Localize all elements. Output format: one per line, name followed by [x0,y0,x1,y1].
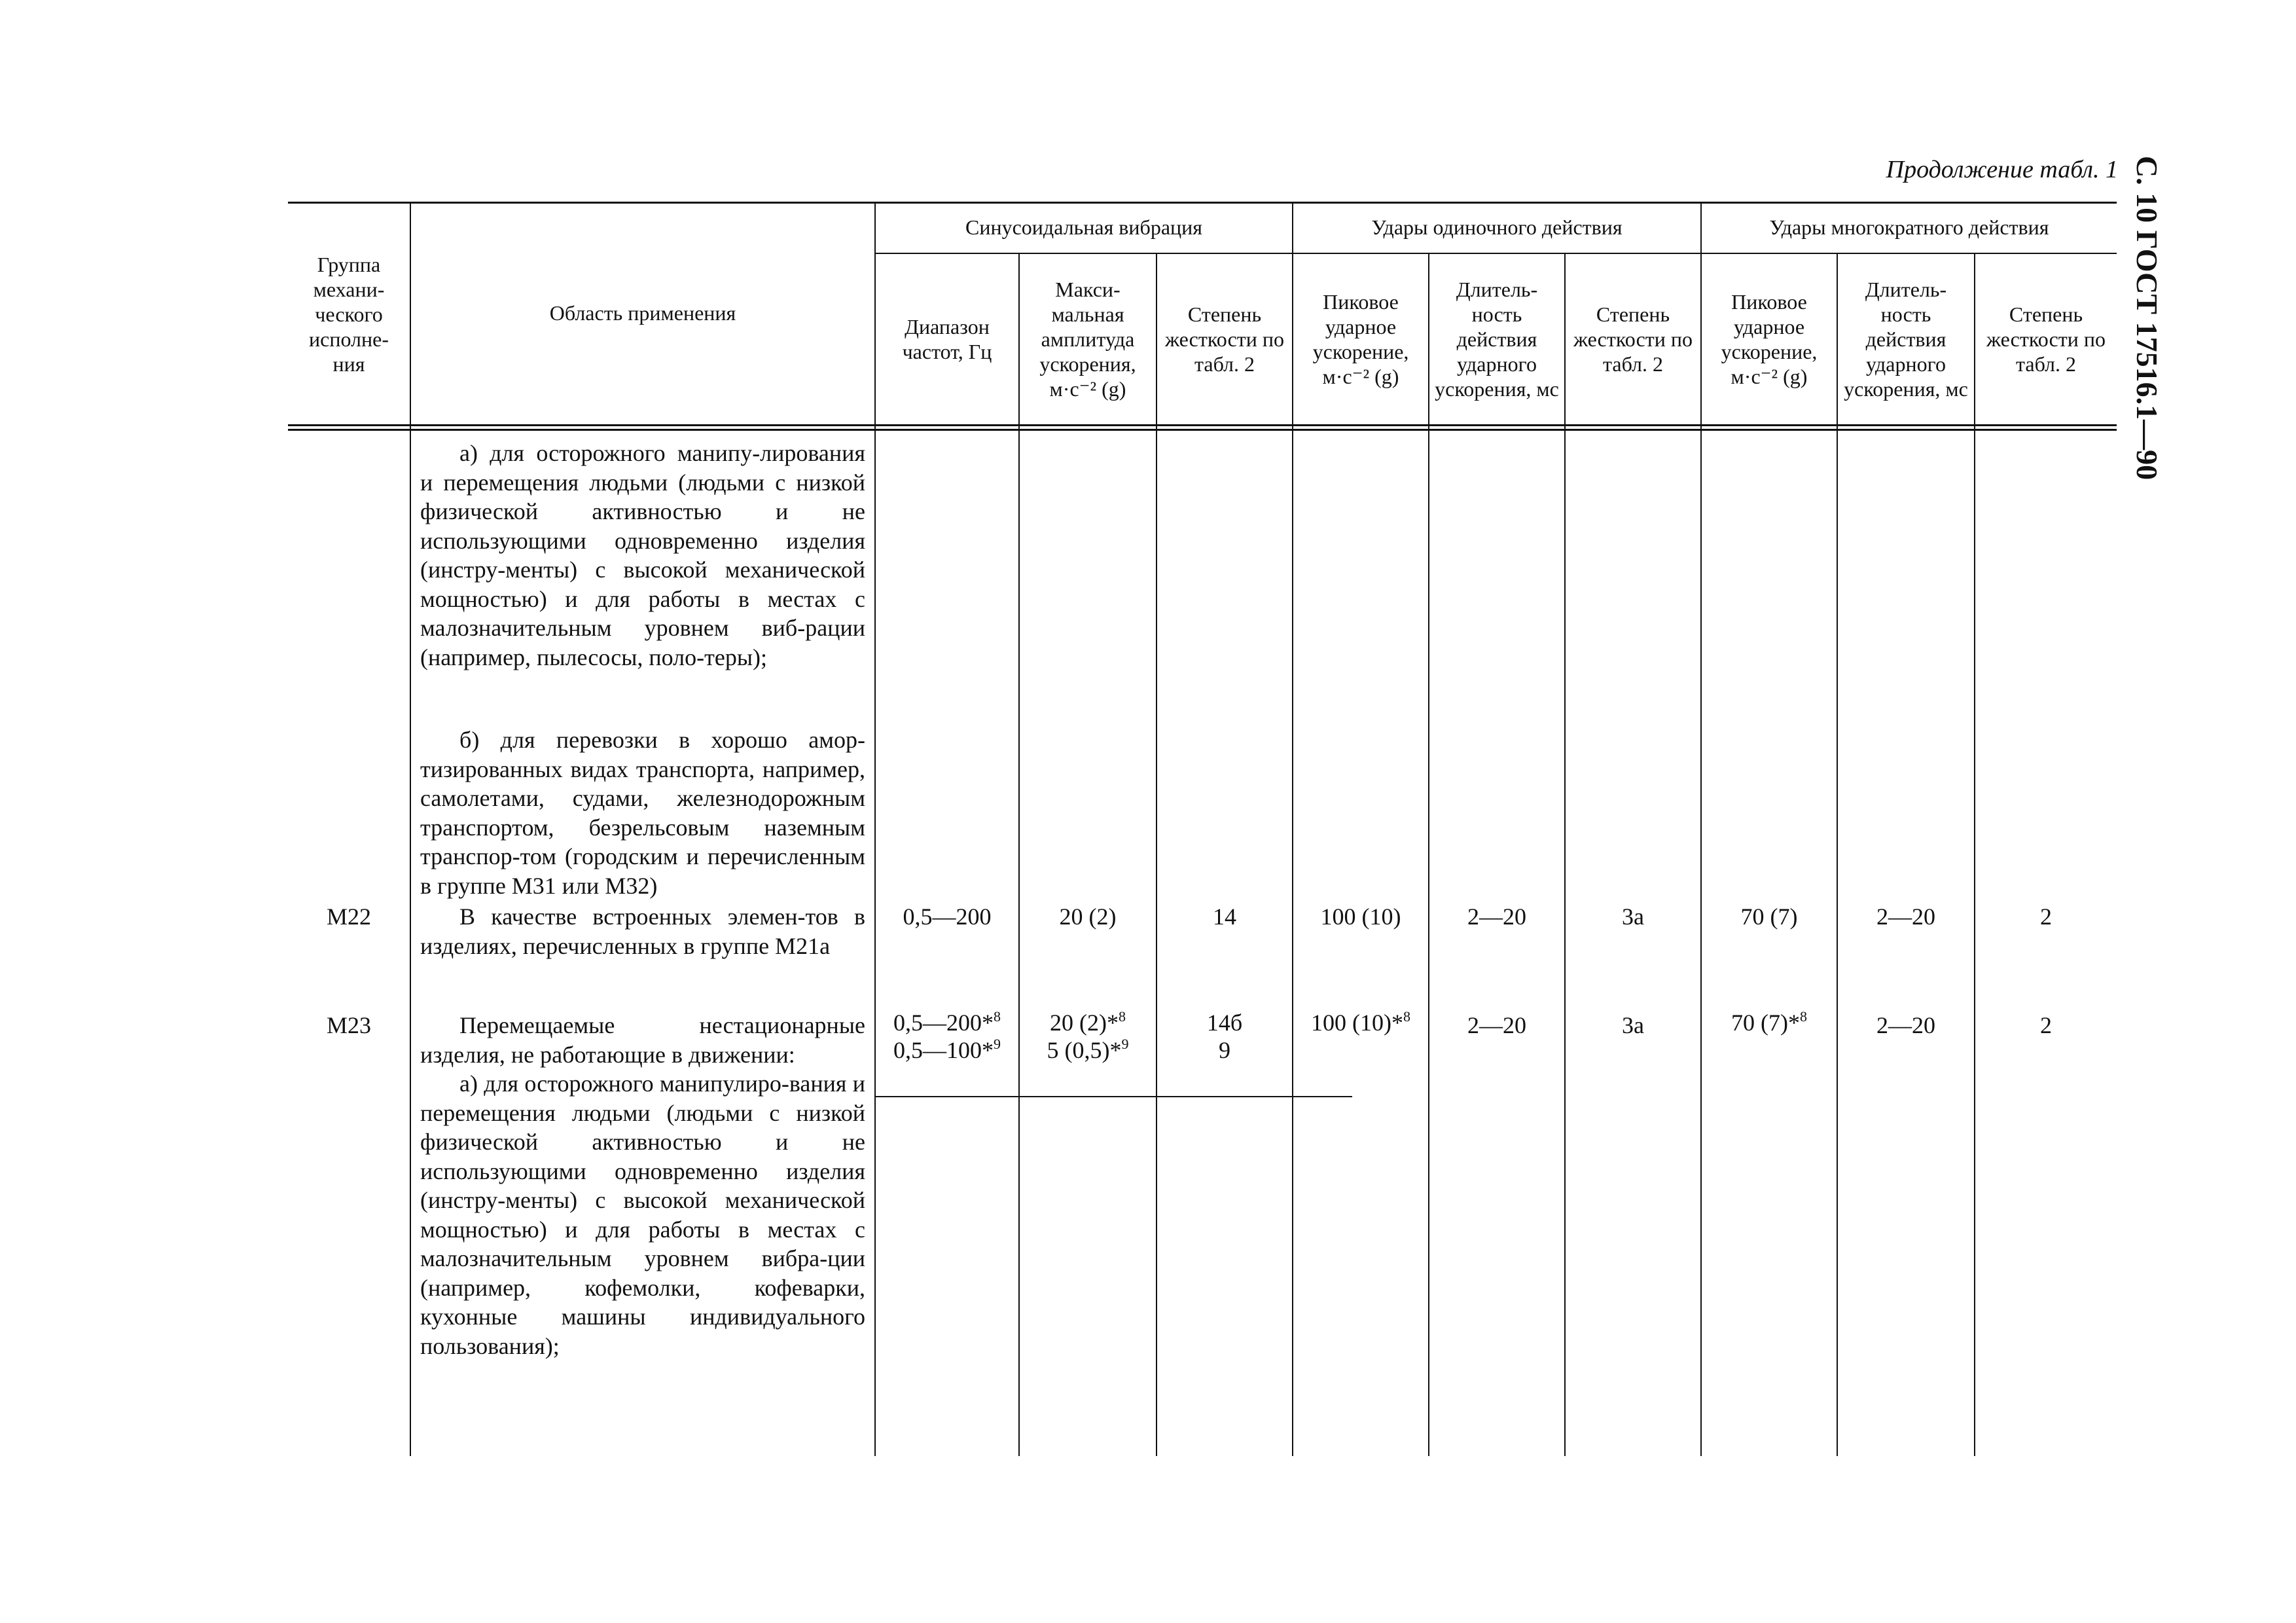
m22-peak-multi: 70 (7) [1740,903,1798,930]
header-duration-single: Длитель-ность действия ударного ускорения, мс [1435,278,1559,401]
m23-amplitude-2 [1020,1036,1156,1065]
header-sine-vibration: Синусоидальная вибрация [965,215,1202,239]
m23-peak-multi-value: 70 (7)* [1731,1010,1800,1036]
m23-severity-multi: 2 [2040,1012,2052,1038]
m22-severity-vibration: 14 [1213,903,1236,930]
header-bottom-rule-2 [288,429,2117,431]
m23-duration-single: 2—20 [1467,1012,1526,1038]
side-page-header: С. 10 ГОСТ 17516.1—90 [2130,156,2164,481]
header-bottom-rule [288,424,2117,426]
m23-single-split-rule [1219,1096,1352,1097]
m22-severity-single: 3а [1622,903,1644,930]
m22-severity-multi: 2 [2040,903,2052,930]
m23-amplitude-2-value: 5 (0,5)* [1047,1037,1122,1063]
header-severity-single: Степень жесткости по табл. 2 [1573,302,1693,376]
m21-item-b-text: б) для перевозки в хорошо амор-тизированных видах транспорта, например, самолетами, судами, железнодорожным транспортом, безрельсовым наземным транспор-том (городским и перечисленным в группе М31 или М32) [420,727,865,899]
header-severity-vibration: Степень жесткости по табл. 2 [1164,302,1285,376]
m23-peak-single-note: 8 [1403,1008,1410,1025]
col-divider-9 [1837,253,1838,1456]
m23-freq-2-value: 0,5—100* [893,1037,994,1063]
m22-group: М22 [326,903,371,930]
col-divider-10 [1974,253,1975,1456]
m21-item-a-text: а) для осторожного манипу-лирования и перемещения людьми (людьми с низкой физической активностью и не использующими одновременно изделия (инстру-менты) с высокой механической мощностью) и для работы в местах с малозначительным уровнем виб-рации (например, пылесосы, поло-теры); [420,440,865,670]
m22-peak-single: 100 (10) [1320,903,1401,930]
m23-amplitude-1 [1020,1008,1156,1037]
col-divider-3 [1018,253,1020,1456]
header-single-shock: Удары одиночного действия [1371,215,1623,239]
m23-amplitude-1-value: 20 (2)* [1050,1010,1119,1036]
col-divider-6 [1428,253,1429,1456]
m23-item-a-text: а) для осторожного манипулиро-вания и перемещения людьми (людьми с низкой физической активностью и не использующими одновременно изделия (инстру-менты) с высокой механической мощностью) и для работы в местах с малозначительным уровнем вибра-ции (например, кофемолки, кофеварки, кухонные машины индивидуального пользования); [420,1070,865,1359]
m23-peak-single-value: 100 (10)* [1311,1010,1403,1036]
m23-severity-vibration-1: 14б [1206,1010,1243,1036]
m23-severity-vibration-2: 9 [1219,1037,1230,1063]
m22-area-text: В качестве встроенных элемен-тов в изделиях, перечисленных в группе М21а [420,903,865,959]
header-peak-accel-multi: Пиковое ударное ускорение, м·с⁻² (g) [1721,290,1818,388]
m23-peak-single [1293,1008,1428,1037]
m23-vib-split-rule [874,1096,1219,1097]
header-max-amplitude: Макси-мальная амплитуда ускорения, м·с⁻² (g) [1039,278,1136,401]
m23-freq-1 [876,1008,1018,1037]
header-severity-multi: Степень жесткости по табл. 2 [1986,302,2106,376]
m23-peak-multi-note: 8 [1799,1008,1807,1025]
header-group: Группа механи-ческого исполне-ния [309,253,389,376]
header-freq-range: Диапазон частот, Гц [902,315,992,363]
m22-amplitude: 20 (2) [1059,903,1117,930]
m22-duration-multi: 2—20 [1876,903,1935,930]
header-duration-multi: Длитель-ность действия ударного ускорения, мс [1844,278,1968,401]
m23-freq-2-note: 9 [994,1036,1001,1052]
m23-amplitude-1-note: 8 [1118,1008,1126,1025]
m23-area-text: Перемещаемые нестационарные изделия, не работающие в движении: [420,1012,865,1068]
header-multiple-shock: Удары многократного действия [1769,215,2049,239]
m23-peak-multi [1702,1008,1837,1037]
col-divider-7 [1564,253,1566,1456]
header-area: Область применения [549,301,736,325]
spec-table [288,202,2117,1456]
m23-group: М23 [326,1012,371,1038]
col-divider-4 [1156,253,1157,1456]
header-peak-accel-single: Пиковое ударное ускорение, м·с⁻² (g) [1312,290,1409,388]
m23-amplitude-2-note: 9 [1121,1036,1129,1052]
m23-freq-1-value: 0,5—200* [893,1010,994,1036]
m23-freq-2 [876,1036,1018,1065]
m22-freq: 0,5—200 [903,903,992,930]
m23-severity-single: 3а [1622,1012,1644,1038]
m23-duration-multi: 2—20 [1876,1012,1935,1038]
continuation-label: Продолжение табл. 1 [1886,156,2118,183]
m22-duration-single: 2—20 [1467,903,1526,930]
m23-freq-1-note: 8 [994,1008,1001,1025]
